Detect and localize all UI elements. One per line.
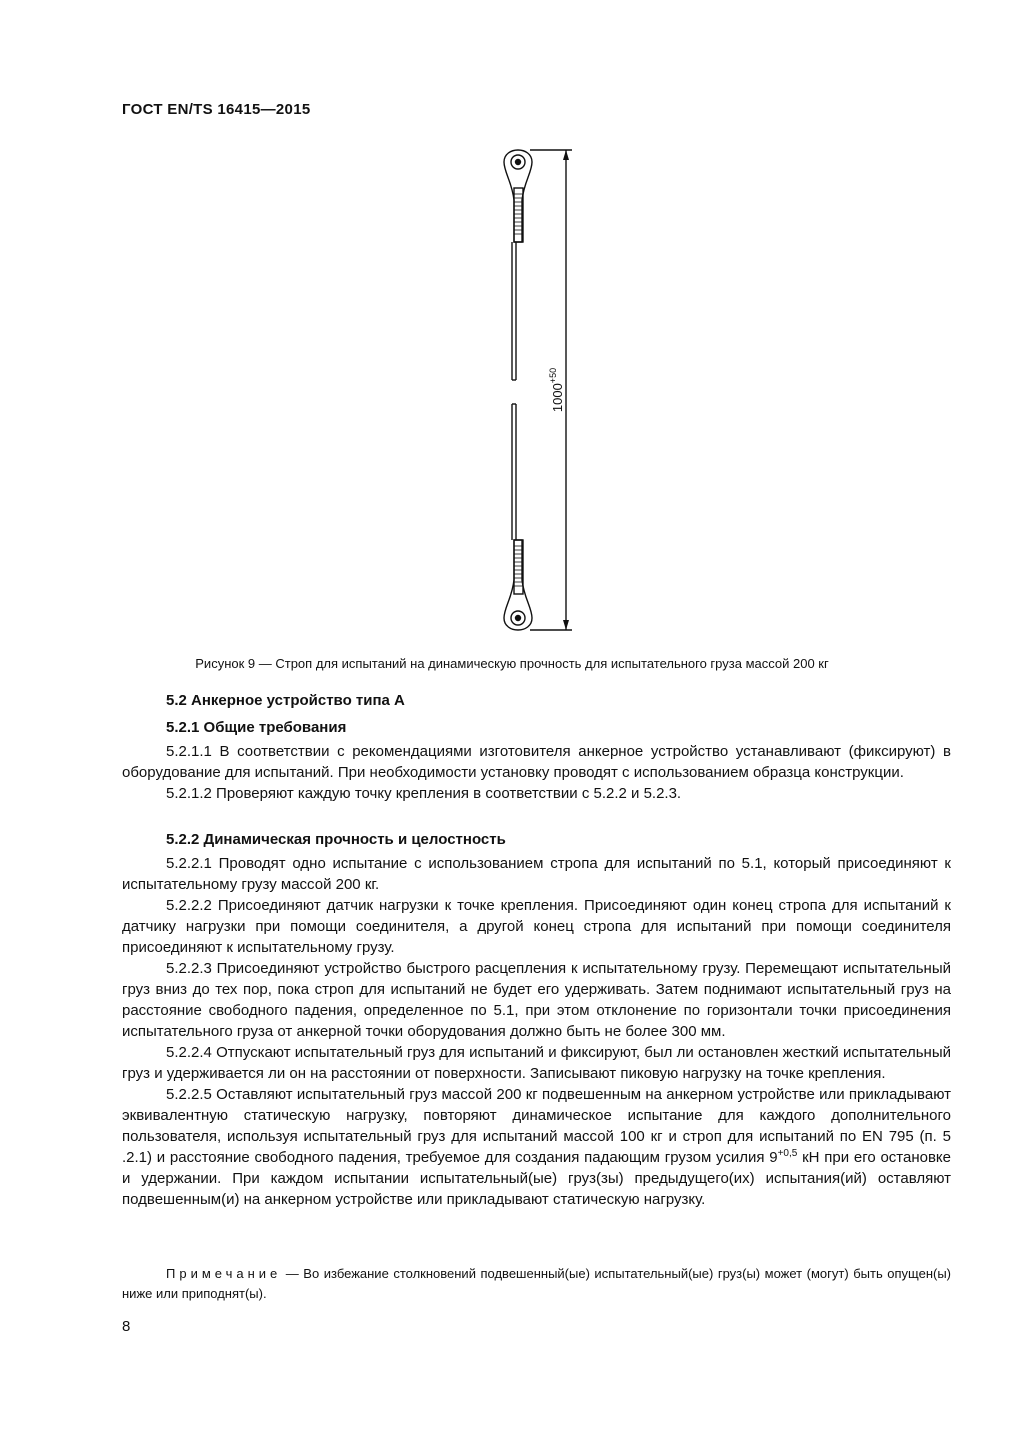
section-title-5-2-2: 5.2.2 Динамическая прочность и целостность: [166, 831, 506, 848]
note-label: Примечание: [166, 1266, 282, 1281]
document-header: ГОСТ EN/TS 16415—2015: [122, 101, 311, 118]
section-5-2-2-body: [122, 853, 951, 1210]
lanyard-figure: [490, 140, 600, 640]
note-text: — Во избежание столкновений подвешенный(ые) испытательный(ые) груз(ы) может (могут) быть опущен(ы) ниже или приподнят(ы).: [122, 1266, 951, 1301]
section-title-5-2: 5.2 Анкерное устройство типа А: [166, 692, 405, 709]
paragraph-5-2-2-5-part-b: кН при его остановке и удержании. При каждом испытании испытательный(ые) груз(зы) предыдущего(их) испытания(ий) оставляют подвешенным(и) на анкерном устройстве или прикладывают статическую нагрузку.: [122, 1149, 951, 1208]
dimension-tolerance: +50: [548, 367, 558, 384]
paragraph-5-2-1-2: 5.2.1.2 Проверяют каждую точку крепления в соответствии с 5.2.2 и 5.2.3.: [166, 785, 682, 802]
paragraph-5-2-2-3: 5.2.2.3 Присоединяют устройство быстрого расцепления к испытательному грузу. Перемещают испытательный груз вниз до тех пор, пока строп для испытаний не будет его удерживать. Затем поднимают испытательный груз на расстояние свободного падения, определенное по 5.1, при этом отклонение по горизонтали точки присоединения испытательного груза от анкерной точки оборудования должно быть не более 300 мм.: [122, 960, 951, 1040]
dimension-arrow-top: [563, 150, 569, 160]
page-number: 8: [122, 1318, 131, 1335]
dimension-arrow-bottom: [563, 620, 569, 630]
paragraph-5-2-1-1: 5.2.1.1 В соответствии с рекомендациями изготовителя анкерное устройство устанавливают (фиксируют) в оборудование для испытаний. При необходимости установку проводят с использованием образца конструкции.: [122, 743, 951, 781]
tolerance-superscript: +0,5: [777, 1148, 798, 1159]
paragraph-5-2-2-5: [122, 1084, 951, 1210]
section-5-2-1-body: [122, 741, 951, 804]
figure-caption: Рисунок 9 — Строп для испытаний на динамическую прочность для испытательного груза массой 200 кг: [195, 656, 829, 671]
note: [122, 1264, 951, 1304]
section-title-5-2-1: 5.2.1 Общие требования: [166, 719, 347, 736]
paragraph-5-2-2-2: 5.2.2.2 Присоединяют датчик нагрузки к точке крепления. Присоединяют один конец стропа для испытаний к датчику нагрузки при помощи соединителя, а другой конец стропа для испытаний при помощи соединителя присоединяют к испытательному грузу.: [122, 897, 951, 956]
paragraph-5-2-2-1: 5.2.2.1 Проводят одно испытание с использованием стропа для испытаний по 5.1, который присоединяют к испытательному грузу массой 200 кг.: [122, 855, 951, 893]
dimension-label: $1000^{+50}$: [548, 367, 565, 413]
paragraph-5-2-2-5-part-a: 5.2.2.5 Оставляют испытательный груз массой 200 кг подвешенным на анкерном устройстве или прикладывают эквивалентную статическую нагрузку, повторяют динамическое испытание для каждого дополнительного пользователя, используя испытательный груз для испытаний массой 100 кг и строп для испытаний по EN 795 (п. 5 .2.1) и расстояние свободного падения, требуемое для создания падающим грузом усилия 9: [122, 1086, 951, 1166]
paragraph-5-2-2-4: 5.2.2.4 Отпускают испытательный груз для испытаний и фиксируют, был ли остановлен жесткий испытательный груз и удерживается ли он на расстоянии от поверхности. Записывают пиковую нагрузку на точке крепления.: [122, 1044, 951, 1082]
